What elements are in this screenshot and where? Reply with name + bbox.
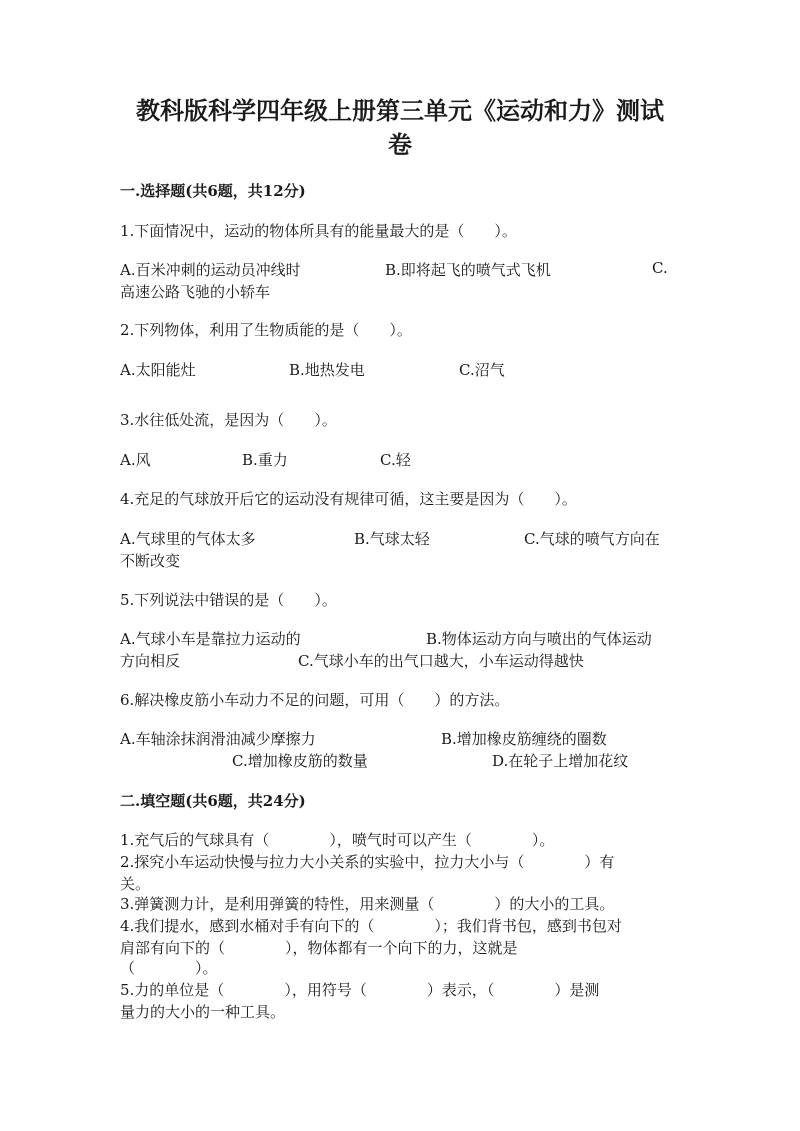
option-a: A.百米冲刺的运动员冲线时 xyxy=(120,261,301,279)
option-c-continued: 不断改变 xyxy=(120,552,181,570)
question-stem: 6.解决橡皮筋小车动力不足的问题，可用（ ）的方法。 xyxy=(120,691,510,709)
option-c: C.轻 xyxy=(380,451,411,469)
option-b: B.重力 xyxy=(242,451,288,469)
section-heading-fill-blank: 二.填空题(共6题，共24分) xyxy=(120,792,306,810)
fill-blank-line: 肩部有向下的（ ），物体都有一个向下的力，这就是 xyxy=(120,939,518,957)
page-title-continued: 卷 xyxy=(388,130,412,159)
option-b: B.即将起飞的喷气式飞机 xyxy=(385,261,551,279)
fill-blank-line: 关。 xyxy=(120,875,151,893)
option-a: A.车轴涂抹润滑油减少摩擦力 xyxy=(120,730,316,748)
option-d: D.在轮子上增加花纹 xyxy=(492,752,629,770)
option-c: C.气球小车的出气口越大，小车运动得越快 xyxy=(298,652,584,670)
option-b: B.增加橡皮筋缠绕的圈数 xyxy=(441,730,607,748)
section-heading-choice: 一.选择题(共6题，共12分) xyxy=(120,182,306,200)
fill-blank-line: 量力的大小的一种工具。 xyxy=(120,1003,286,1021)
option-b: B.物体运动方向与喷出的气体运动 xyxy=(426,630,652,648)
page-title: 教科版科学四年级上册第三单元《运动和力》测试 xyxy=(136,96,664,125)
option-b: B.气球太轻 xyxy=(354,530,430,548)
fill-blank-line: 1.充气后的气球具有（ ），喷气时可以产生（ ）。 xyxy=(120,831,555,849)
question-stem: 4.充足的气球放开后它的运动没有规律可循，这主要是因为（ ）。 xyxy=(120,490,577,508)
option-a: A.太阳能灶 xyxy=(120,361,196,379)
option-a: A.气球小车是靠拉力运动的 xyxy=(120,630,301,648)
option-a: A.气球里的气体太多 xyxy=(120,530,256,548)
question-stem: 3.水往低处流，是因为（ ）。 xyxy=(120,411,337,429)
option-c-continued: 高速公路飞驰的小轿车 xyxy=(120,283,271,301)
fill-blank-line: （ ）。 xyxy=(120,959,218,977)
option-c: C.增加橡皮筋的数量 xyxy=(232,752,368,770)
option-a: A.风 xyxy=(120,451,151,469)
fill-blank-line: 2.探究小车运动快慢与拉力大小关系的实验中，拉力大小与（ ）有 xyxy=(120,853,615,871)
fill-blank-line: 3.弹簧测力计，是利用弹簧的特性，用来测量（ ）的大小的工具。 xyxy=(120,895,615,913)
option-b-continued: 方向相反 xyxy=(120,652,181,670)
option-c: C.气球的喷气方向在 xyxy=(524,530,660,548)
option-c: C.沼气 xyxy=(459,361,505,379)
fill-blank-line: 4.我们提水，感到水桶对手有向下的（ ）；我们背书包，感到书包对 xyxy=(120,917,622,935)
question-stem: 1.下面情况中，运动的物体所具有的能量最大的是（ ）。 xyxy=(120,222,517,240)
question-stem: 5.下列说法中错误的是（ ）。 xyxy=(120,591,337,609)
question-stem: 2.下列物体，利用了生物质能的是（ ）。 xyxy=(120,321,412,339)
option-b: B.地热发电 xyxy=(289,361,365,379)
fill-blank-line: 5.力的单位是（ ），用符号（ ）表示，（ ）是测 xyxy=(120,981,600,999)
option-c: C. xyxy=(652,259,668,277)
